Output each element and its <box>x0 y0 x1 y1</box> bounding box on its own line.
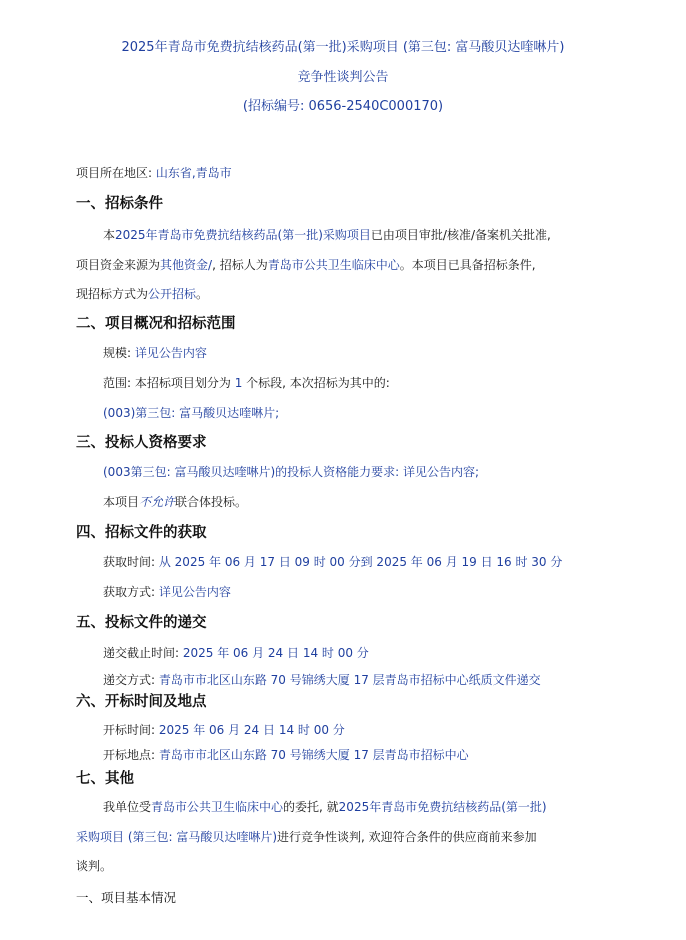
location-value: 山东省,青岛市 <box>155 166 232 180</box>
sec6-open-time <box>103 722 345 738</box>
sec1-tender-method: 公开招标 <box>148 287 197 301</box>
sec1-paragraph-line2 <box>76 257 536 273</box>
section-heading-4: 四、招标文件的获取 <box>76 525 207 541</box>
sec7-package: 采购项目 (第三包: 富马酸贝达喹啉片) <box>76 830 278 844</box>
notice-title-line2: 竞争性谈判公告 <box>297 70 389 85</box>
sec4-obtain-method <box>103 584 231 600</box>
sec4-obtain-time <box>103 554 562 570</box>
sec1-p2-e: 。本项目已具备招标条件, <box>399 258 536 272</box>
scale-value: 详见公告内容 <box>134 346 207 360</box>
obtain-time-label: 获取时间: <box>103 555 159 569</box>
sec1-p1-c: 已由项目审批/核准/备案机关批准, <box>370 228 551 242</box>
submit-method-value: 青岛市市北区山东路 70 号锦绣大厦 17 层青岛市招标中心纸质文件递交 <box>158 673 541 687</box>
sec5-submit-method <box>103 672 541 688</box>
sec1-tenderer: 青岛市公共卫生临床中心 <box>267 258 400 272</box>
sec2-lot: (003)第三包: 富马酸贝达喹啉片; <box>103 406 280 420</box>
submit-method-label: 递交方式: <box>103 673 159 687</box>
joint-a: 本项目 <box>103 495 140 509</box>
sec3-joint-bid <box>103 494 247 510</box>
range-c: 个标段, 本次招标为其中的: <box>246 376 390 390</box>
lot-count: 1 <box>234 376 243 390</box>
sec7-paragraph-line2 <box>76 829 537 845</box>
sec2-range <box>103 375 390 391</box>
open-time-value: 2025 年 06 月 24 日 14 时 00 分 <box>158 723 345 737</box>
scale-label: 规模: <box>103 346 135 360</box>
notice-title-line1: 2025年青岛市免费抗结核药品(第一批)采购项目 (第三包: 富马酸贝达喹啉片) <box>121 40 565 55</box>
open-time-label: 开标时间: <box>103 723 159 737</box>
sec3-requirement: (003第三包: 富马酸贝达喹啉片)的投标人资格能力要求: 详见公告内容; <box>103 465 480 479</box>
sec7-paragraph-line3: 谈判。 <box>76 859 113 873</box>
sec7-paragraph-line1 <box>103 799 547 815</box>
section-heading-1: 一、招标条件 <box>76 196 163 212</box>
range-a: 范围: 本招标项目划分为 <box>103 376 231 390</box>
sec5-deadline <box>103 645 369 661</box>
obtain-method-value: 详见公告内容 <box>158 585 231 599</box>
joint-not-allowed: 不允许 <box>139 495 176 509</box>
sec1-p3-c: 。 <box>196 287 209 301</box>
sec1-paragraph-line1 <box>103 227 551 243</box>
location-label: 项目所在地区: <box>76 166 156 180</box>
deadline-label: 递交截止时间: <box>103 646 183 660</box>
sec7-p1-a: 我单位受 <box>103 800 152 814</box>
basic-info-heading: 一、项目基本情况 <box>76 890 177 905</box>
sec1-paragraph-line3 <box>76 286 208 302</box>
section-heading-3: 三、投标人资格要求 <box>76 435 207 451</box>
sec7-p2-b: 进行竞争性谈判, 欢迎符合条件的供应商前来参加 <box>277 830 537 844</box>
section-heading-6: 六、开标时间及地点 <box>76 694 207 710</box>
sec1-p1-a: 本 <box>103 228 116 242</box>
sec6-open-place <box>103 747 469 763</box>
sec2-scale <box>103 345 207 361</box>
sec1-p2-c: , 招标人为 <box>212 258 268 272</box>
sec1-p3-a: 现招标方式为 <box>76 287 149 301</box>
sec1-p2-a: 项目资金来源为 <box>76 258 161 272</box>
section-heading-5: 五、投标文件的递交 <box>76 615 207 631</box>
section-heading-7: 七、其他 <box>76 771 134 787</box>
sec1-fund-source: 其他资金/ <box>160 258 213 272</box>
sec7-project: 2025年青岛市免费抗结核药品(第一批) <box>338 800 547 814</box>
section-heading-2: 二、项目概况和招标范围 <box>76 316 236 332</box>
obtain-time-value: 从 2025 年 06 月 17 日 09 时 00 分到 2025 年 06 月 19 日 16 时 30 分 <box>158 555 563 569</box>
tender-code: (招标编号: 0656-2540C000170) <box>242 99 444 114</box>
sec7-p1-c: 的委托, 就 <box>283 800 339 814</box>
deadline-value: 2025 年 06 月 24 日 14 时 00 分 <box>182 646 369 660</box>
project-location <box>76 165 232 181</box>
obtain-method-label: 获取方式: <box>103 585 159 599</box>
sec7-client: 青岛市公共卫生临床中心 <box>151 800 284 814</box>
open-place-label: 开标地点: <box>103 748 159 762</box>
open-place-value: 青岛市市北区山东路 70 号锦绣大厦 17 层青岛市招标中心 <box>158 748 469 762</box>
joint-c: 联合体投标。 <box>175 495 248 509</box>
sec1-project-name: 2025年青岛市免费抗结核药品(第一批)采购项目 <box>115 228 371 242</box>
